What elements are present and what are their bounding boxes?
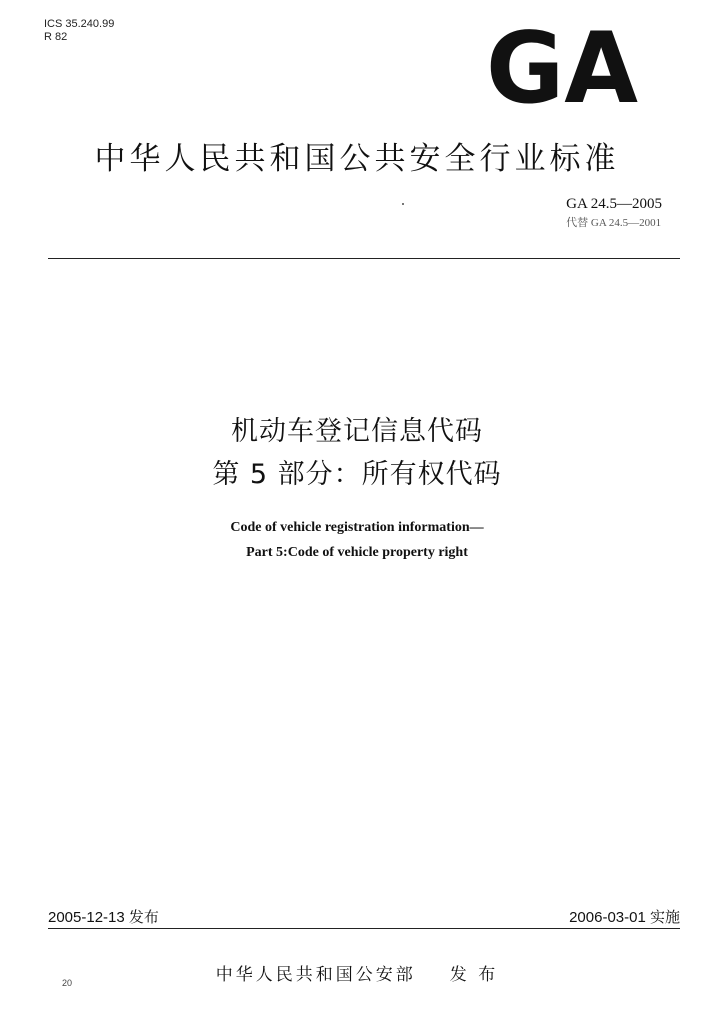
replaces-number: 代替 GA 24.5—2001 [566, 217, 662, 229]
footer-divider [48, 928, 680, 929]
standard-body-title: 中华人民共和国公共安全行业标准 [94, 141, 620, 177]
header-divider [48, 258, 680, 259]
publisher-name: 中华人民共和国公安部 [215, 965, 416, 985]
ga-logo [484, 26, 640, 106]
page-number: 20 [62, 978, 73, 988]
category-code: R 82 [44, 31, 68, 43]
publish-word: 发 布 [449, 965, 499, 985]
standard-number-block [566, 196, 662, 230]
title-cn-line1: 机动车登记信息代码 [231, 416, 483, 447]
standard-number: GA 24.5—2005 [566, 196, 662, 212]
title-en-line1: Code of vehicle registration information— [230, 520, 484, 535]
publisher-line [0, 960, 714, 985]
ics-classification [44, 18, 114, 44]
ga-logo-text: GA [486, 26, 639, 106]
effective-date: 2006-03-01 实施 [569, 909, 680, 926]
issue-date: 2005-12-13 发布 [48, 909, 159, 926]
ics-code: ICS 35.240.99 [44, 18, 115, 30]
speck [402, 203, 404, 205]
title-en-line2: Part 5:Code of vehicle property right [246, 545, 468, 560]
title-cn-line2: 第 5 部分：所有权代码 [212, 459, 502, 490]
